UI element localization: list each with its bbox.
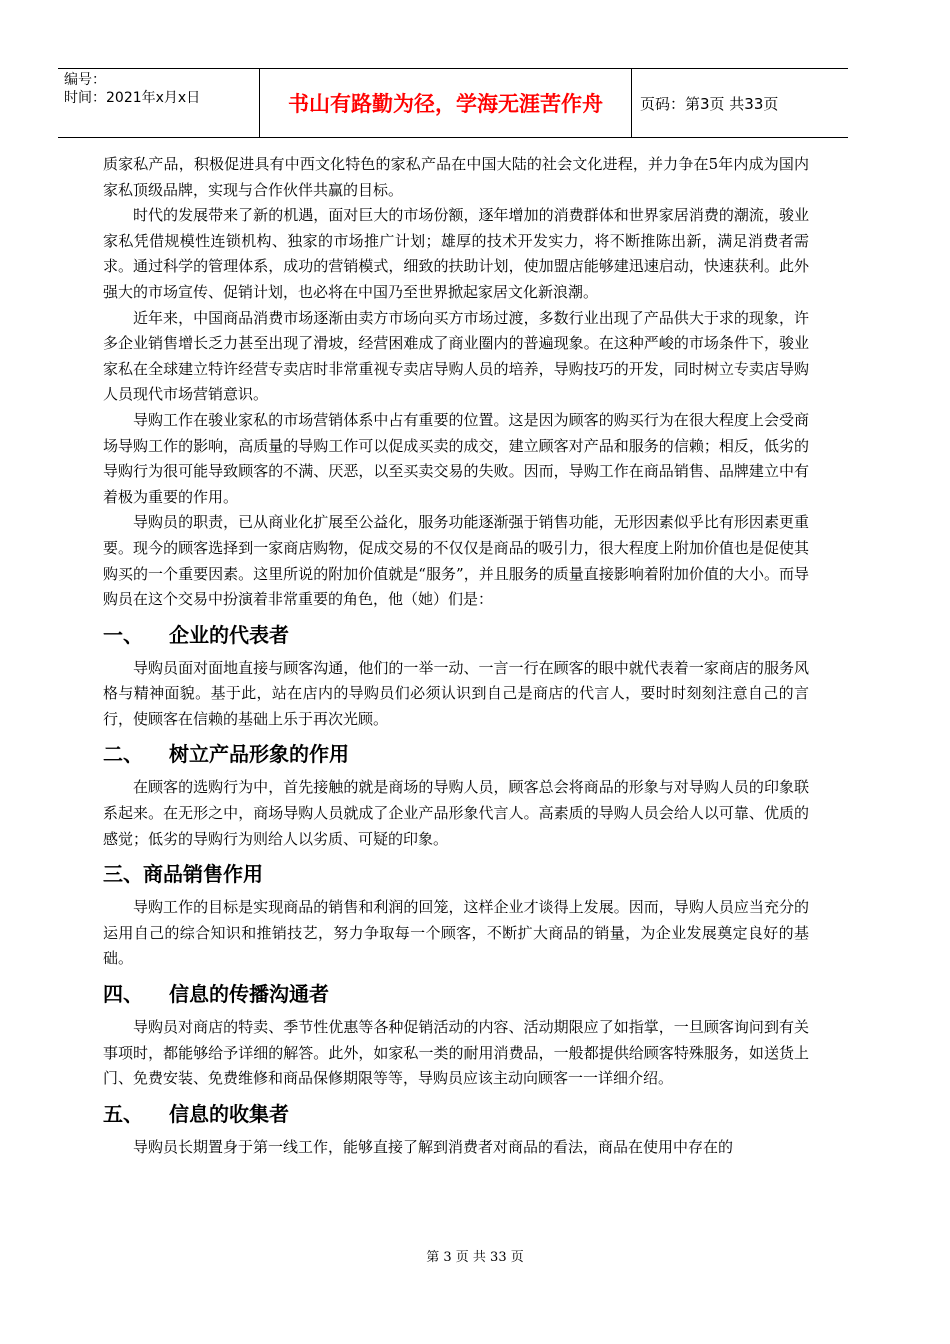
section-number: 五、 — [103, 1101, 143, 1126]
header-meta — [58, 69, 260, 137]
paragraph: 时代的发展带来了新的机遇，面对巨大的市场份额，逐年增加的消费群体和世界家居消费的潮流，骏业家私凭借规模性连锁机构、独家的市场推广计划；雄厚的技术开发实力，将不断推陈出新，满足消费者需求。通过科学的管理体系，成功的营销模式，细致的扶助计划，使加盟店能够建迅速启动，快速获利。此外强大的市场宣传、促销计划，也必将在中国乃至世界掀起家居文化新浪潮。 — [103, 206, 809, 301]
section-title: 树立产品形象的作用 — [169, 742, 349, 767]
section-heading — [103, 1099, 809, 1129]
section-body: 导购员对商店的特卖、季节性优惠等各种促销活动的内容、活动期限应了如指掌，一旦顾客询问到有关事项时，都能够给予详细的解答。此外，如家私一类的耐用消费品，一般都提供给顾客特殊服务，如送货上门、免费安装、免费维修和商品保修期限等等，导购员应该主动向顾客一一详细介绍。 — [103, 1018, 809, 1088]
paragraph: 质家私产品，积极促进具有中西文化特色的家私产品在中国大陆的社会文化进程，并力争在5年内成为国内家私顶级品牌，实现与合作伙伴共赢的目标。 — [103, 155, 809, 199]
number-label: 编号： — [64, 72, 106, 88]
section-heading — [103, 979, 809, 1009]
section-number: 三、 — [103, 862, 143, 887]
paragraph: 导购员的职责，已从商业化扩展至公益化，服务功能逐渐强于销售功能，无形因素似乎比有形因素更重要。现今的顾客选择到一家商店购物，促成交易的不仅仅是商品的吸引力，很大程度上附加价值也是促使其购买的一个重要因素。这里所说的附加价值就是“服务”，并且服务的质量直接影响着附加价值的大小。而导购员在这个交易中扮演着非常重要的角色，他（她）们是： — [103, 513, 809, 609]
page-footer: 第 3 页 共 33 页 — [426, 1250, 524, 1265]
section-heading — [103, 620, 809, 650]
section-title: 信息的收集者 — [169, 1101, 289, 1126]
section-number: 一、 — [103, 622, 143, 647]
page-header — [58, 68, 848, 138]
paragraph: 近年来，中国商品消费市场逐渐由卖方市场向买方市场过渡，多数行业出现了产品供大于求的现象，许多企业销售增长乏力甚至出现了滑坡，经营困难成了商业圈内的普遍现象。在这种严峻的市场条件下，骏业家私在全球建立特许经营专卖店时非常重视专卖店导购人员的培养，导购技巧的开发，同时树立专卖店导购人员现代市场营销意识。 — [103, 308, 809, 404]
section-body: 导购员面对面地直接与顾客沟通，他们的一举一动、一言一行在顾客的眼中就代表着一家商店的服务风格与精神面貌。基于此，站在店内的导购员们必须认识到自己是商店的代言人，要时时刻刻注意自己的言行，使顾客在信赖的基础上乐于再次光顾。 — [103, 658, 809, 728]
section-heading — [103, 859, 809, 889]
section-body: 导购工作的目标是实现商品的销售和利润的回笼，这样企业才谈得上发展。因而，导购人员应当充分的运用自己的综合知识和推销技艺，努力争取每一个顾客，不断扩大商品的销量，为企业发展奠定良好的基础。 — [103, 898, 809, 968]
header-page-label: 页码：第3页 共33页 — [640, 94, 779, 113]
section-number: 四、 — [103, 982, 143, 1007]
document-body — [103, 152, 809, 1160]
section-body: 在顾客的选购行为中，首先接触的就是商场的导购人员，顾客总会将商品的形象与对导购人员的印象联系起来。在无形之中，商场导购人员就成了企业产品形象代言人。高素质的导购人员会给人以可靠、优质的感觉；低劣的导购行为则给人以劣质、可疑的印象。 — [103, 778, 809, 848]
section-number: 二、 — [103, 742, 143, 767]
header-motto: 书山有路勤为径，学海无涯苦作舟 — [260, 69, 632, 137]
section-heading — [103, 739, 809, 769]
section-title: 企业的代表者 — [169, 622, 289, 647]
section-title: 商品销售作用 — [143, 862, 263, 887]
paragraph: 导购工作在骏业家私的市场营销体系中占有重要的位置。这是因为顾客的购买行为在很大程度上会受商场导购工作的影响，高质量的导购工作可以促成买卖的成交，建立顾客对产品和服务的信赖；相反，低劣的导购行为很可能导致顾客的不满、厌恶，以至买卖交易的失败。因而，导购工作在商品销售、品牌建立中有着极为重要的作用。 — [103, 410, 809, 506]
time-label: 时间：2021年x月x日 — [64, 90, 201, 106]
section-title: 信息的传播沟通者 — [169, 982, 329, 1007]
section-body: 导购员长期置身于第一线工作，能够直接了解到消费者对商品的看法，商品在使用中存在的 — [133, 1137, 734, 1156]
